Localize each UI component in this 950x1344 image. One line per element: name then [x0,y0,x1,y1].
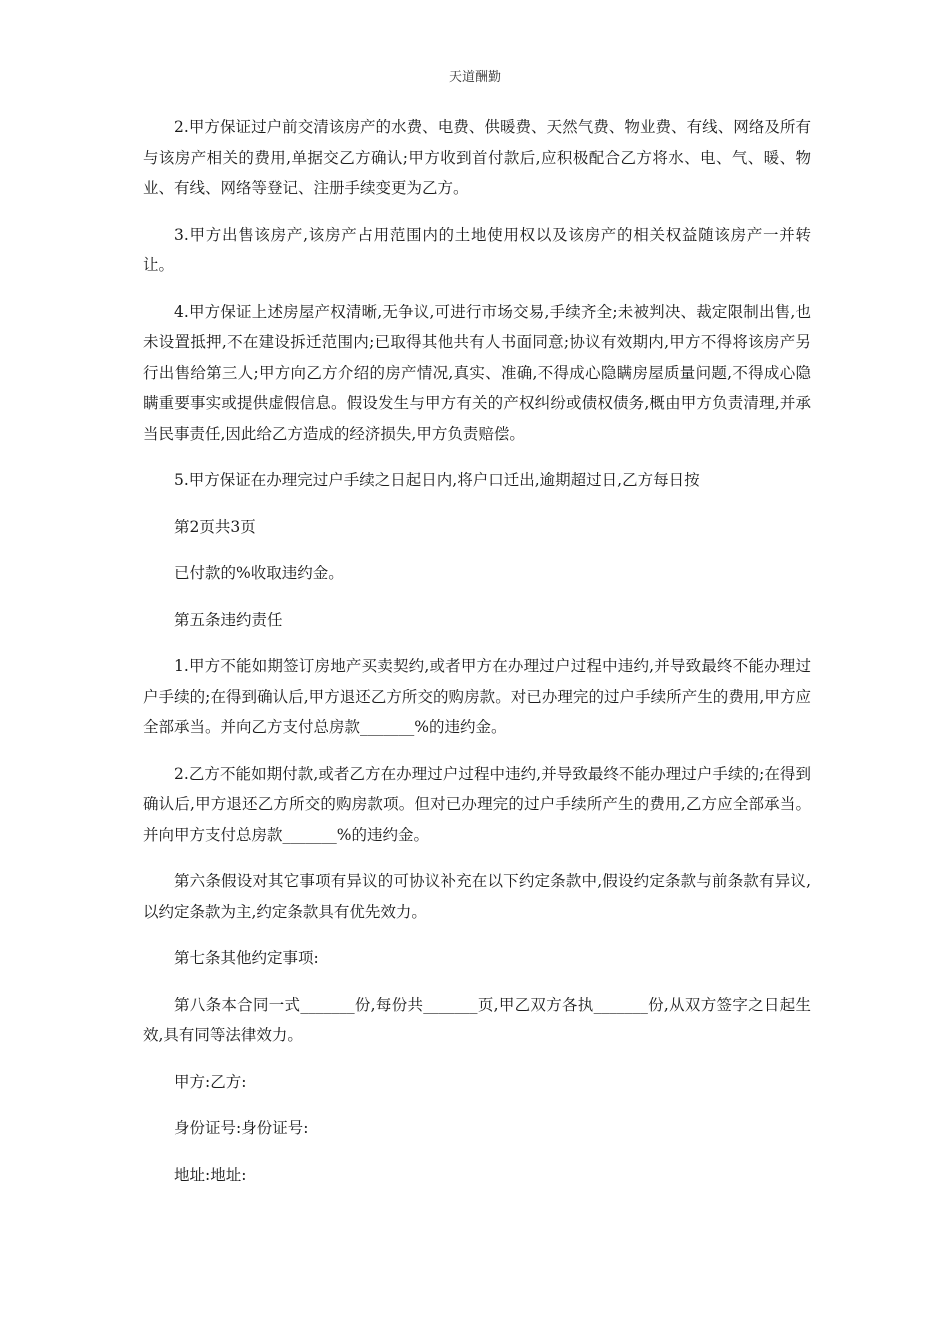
signature-addresses: 地址:地址: [174,1165,247,1184]
article-5-heading: 第五条违约责任 [174,610,283,629]
signature-party-names: 甲方:乙方: [174,1072,247,1091]
article-5-clause-1: 1.甲方不能如期签订房地产买卖契约,或者甲方在办理过户过程中违约,并导致最终不能办理过户手续的;在得到确认后,甲方退还乙方所交的购房款。对已办理完的过户手续所产生的费用,甲方应全部承当。并向乙方支付总房款_______%的违约金。 [143,657,811,736]
clause-2-utilities: 2.甲方保证过户前交清该房产的水费、电费、供暖费、天然气费、物业费、有线、网络及所有与该房产相关的费用,单据交乙方确认;甲方收到首付款后,应积极配合乙方将水、电、气、暖、物业、有线、网络等登记、注册手续变更为乙方。 [143,118,811,197]
article-6: 第六条假设对其它事项有异议的可协议补充在以下约定条款中,假设约定条款与前条款有异议,以约定条款为主,约定条款具有优先效力。 [143,872,811,921]
clause-3-land-rights: 3.甲方出售该房产,该房产占用范围内的土地使用权以及该房产的相关权益随该房产一并转让。 [143,225,811,274]
signature-id-numbers: 身份证号:身份证号: [174,1119,309,1137]
document-body [143,112,811,1206]
page-header: 天道酬勤 [448,70,501,85]
page-number: 第2页共3页 [174,517,256,536]
penalty-continuation: 已付款的%收取违约金。 [174,564,344,582]
clause-4-title-guarantee: 4.甲方保证上述房屋产权清晰,无争议,可进行市场交易,手续齐全;未被判决、裁定限制出售,也未设置抵押,不在建设拆迁范围内;已取得其他共有人书面同意;协议有效期内,甲方不得将该房产另行出售给第三人;甲方向乙方介绍的房产情况,真实、准确,不得成心隐瞒房屋质量问题,不得成心隐瞒重要事实或提供虚假信息。假设发生与甲方有关的产权纠纷或债权债务,概由甲方负责清理,并承当民事责任,因此给乙方造成的经济损失,甲方负责赔偿。 [143,302,811,443]
article-5-clause-2: 2.乙方不能如期付款,或者乙方在办理过户过程中违约,并导致最终不能办理过户手续的;在得到确认后,甲方退还乙方所交的购房款项。但对已办理完的过户手续所产生的费用,乙方应全部承当。并向甲方支付总房款_______%的违约金。 [143,764,811,844]
clause-5-household-registration: 5.甲方保证在办理完过户手续之日起日内,将户口迁出,逾期超过日,乙方每日按 [174,471,700,489]
article-8: 第八条本合同一式_______份,每份共_______页,甲乙双方各执_______份,从双方签字之日起生效,具有同等法律效力。 [143,995,811,1044]
article-7: 第七条其他约定事项: [174,949,319,967]
